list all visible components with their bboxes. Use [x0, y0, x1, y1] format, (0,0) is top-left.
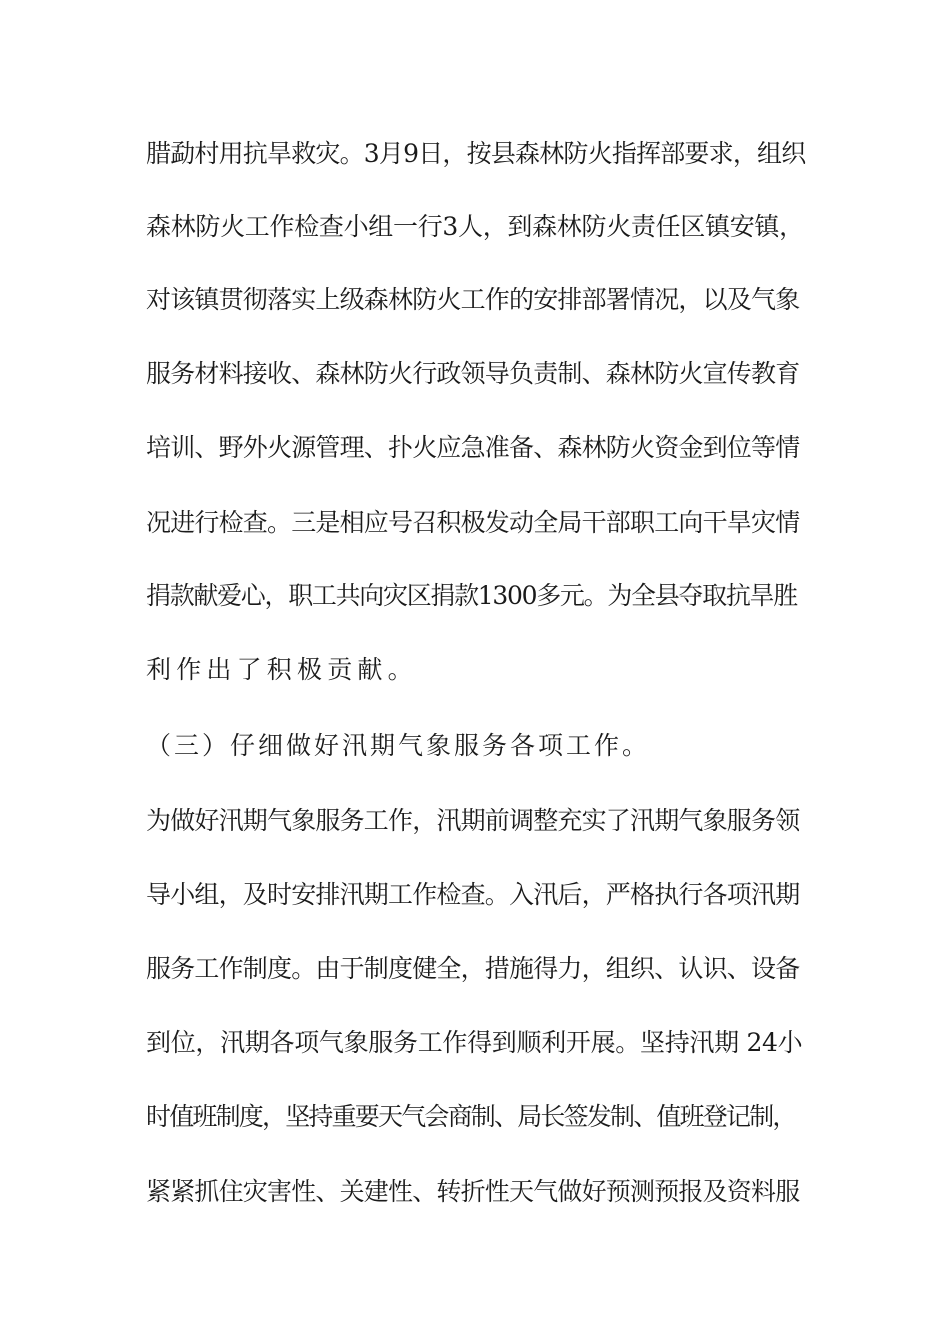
- section-heading: （三）仔细做好汛期气象服务各项工作。: [146, 731, 651, 760]
- paragraph-line-7: 捐款献爱心，职工共向灾区捐款1300多元。为全县夺取抗旱胜: [146, 581, 797, 610]
- paragraph-line-9: 为做好汛期气象服务工作，汛期前调整充实了汛期气象服务领: [146, 806, 800, 835]
- paragraph-line-13: 时值班制度，坚持重要天气会商制、局长签发制、值班登记制，: [146, 1102, 796, 1131]
- paragraph-line-6: 况进行检查。三是相应号召积极发动全局干部职工向干旱灾情: [146, 508, 800, 537]
- paragraph-line-1: 腊勐村用抗旱救灾。3月9日，按县森林防火指挥部要求，组织: [146, 139, 806, 168]
- paragraph-line-10: 导小组，及时安排汛期工作检查。入汛后，严格执行各项汛期: [146, 880, 800, 909]
- paragraph-line-4: 服务材料接收、森林防火行政领导负责制、森林防火宣传教育: [146, 359, 800, 388]
- paragraph-line-2: 森林防火工作检查小组一行3人，到森林防火责任区镇安镇，: [146, 212, 804, 241]
- paragraph-line-12: 到位，汛期各项气象服务工作得到顺利开展。坚持汛期 24小: [146, 1028, 803, 1057]
- paragraph-line-3: 对该镇贯彻落实上级森林防火工作的安排部署情况，以及气象: [146, 285, 800, 314]
- paragraph-line-5: 培训、野外火源管理、扑火应急准备、森林防火资金到位等情: [146, 433, 800, 462]
- paragraph-line-8: 利作出了积极贡献。: [146, 655, 418, 684]
- paragraph-line-14: 紧紧抓住灾害性、关建性、转折性天气做好预测预报及资料服: [146, 1177, 800, 1206]
- paragraph-line-11: 服务工作制度。由于制度健全，措施得力，组织、认识、设备: [146, 954, 800, 983]
